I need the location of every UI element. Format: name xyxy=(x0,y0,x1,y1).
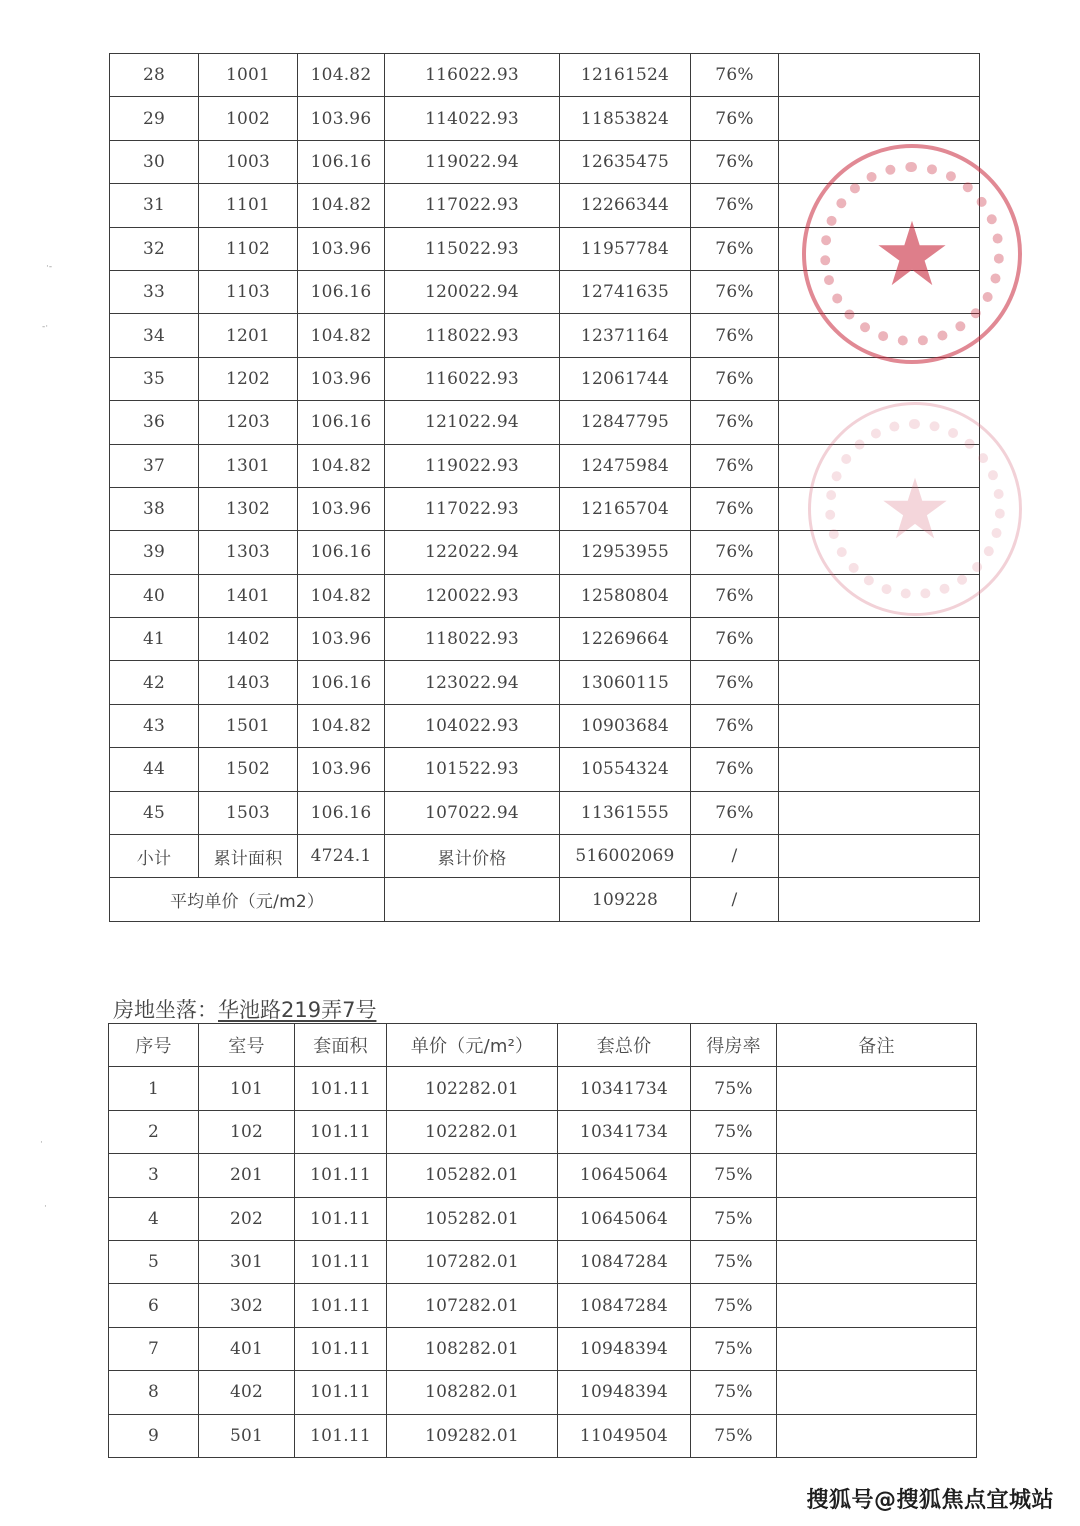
cell-total-price: 12475984 xyxy=(560,444,691,487)
cell-unit-price: 118022.93 xyxy=(385,314,560,357)
cell-remarks xyxy=(779,574,980,617)
table-row xyxy=(110,401,980,444)
cell-room: 1002 xyxy=(199,97,298,140)
subtotal-row xyxy=(110,835,980,878)
cell-total-price: 12371164 xyxy=(560,314,691,357)
cell-unit-price: 120022.94 xyxy=(385,270,560,313)
cell-serial: 5 xyxy=(109,1240,199,1283)
cell-area: 106.16 xyxy=(298,140,385,183)
cell-serial: 44 xyxy=(110,748,199,791)
cell-usable-ratio: 76% xyxy=(691,401,779,444)
cell-unit-price: 117022.93 xyxy=(385,487,560,530)
table-row xyxy=(109,1067,977,1110)
cell-total-price: 10645064 xyxy=(558,1154,691,1197)
location-address: 华池路219弄7号 xyxy=(218,998,377,1022)
cell-room: 1503 xyxy=(199,791,298,834)
property-location-title xyxy=(113,994,376,1024)
table-row xyxy=(110,314,980,357)
cell-remarks xyxy=(779,748,980,791)
cell-remarks xyxy=(779,618,980,661)
table-row xyxy=(110,357,980,400)
cell-total-price: 10847284 xyxy=(558,1284,691,1327)
cell-total-price: 10948394 xyxy=(558,1327,691,1370)
cell-unit-price: 115022.93 xyxy=(385,227,560,270)
cell-room: 501 xyxy=(199,1414,295,1457)
cell-total-price: 11853824 xyxy=(560,97,691,140)
cell-room: 1001 xyxy=(199,54,298,97)
cell-unit-price: 114022.93 xyxy=(385,97,560,140)
cell-unit-price: 116022.93 xyxy=(385,357,560,400)
cell-total-price: 13060115 xyxy=(560,661,691,704)
cell-room: 202 xyxy=(199,1197,295,1240)
cell-usable-ratio: 76% xyxy=(691,184,779,227)
table-row xyxy=(109,1154,977,1197)
cell-area: 103.96 xyxy=(298,97,385,140)
cell-total-price: 12161524 xyxy=(560,54,691,97)
scan-mark: · xyxy=(44,1202,47,1212)
table-row xyxy=(110,618,980,661)
header-unit-price: 单价（元/m²） xyxy=(387,1024,558,1067)
cell-room: 102 xyxy=(199,1110,295,1153)
table-row xyxy=(110,531,980,574)
cell-usable-ratio: 76% xyxy=(691,97,779,140)
cell-usable-ratio: 76% xyxy=(691,270,779,313)
cell-remarks xyxy=(777,1240,977,1283)
average-blank xyxy=(385,878,560,921)
cell-unit-price: 101522.93 xyxy=(385,748,560,791)
cell-usable-ratio: 76% xyxy=(691,140,779,183)
cell-area: 104.82 xyxy=(298,184,385,227)
subtotal-label: 小计 xyxy=(110,835,199,878)
cell-serial: 31 xyxy=(110,184,199,227)
cell-remarks xyxy=(779,791,980,834)
cell-area: 101.11 xyxy=(295,1154,387,1197)
cell-usable-ratio: 76% xyxy=(691,791,779,834)
cell-total-price: 10903684 xyxy=(560,704,691,747)
cell-unit-price: 122022.94 xyxy=(385,531,560,574)
cell-serial: 36 xyxy=(110,401,199,444)
table-row xyxy=(109,1197,977,1240)
table-row xyxy=(110,661,980,704)
table-row xyxy=(110,791,980,834)
cell-serial: 8 xyxy=(109,1371,199,1414)
cell-usable-ratio: 76% xyxy=(691,54,779,97)
cell-serial: 43 xyxy=(110,704,199,747)
cell-total-price: 10554324 xyxy=(560,748,691,791)
cell-room: 1302 xyxy=(199,487,298,530)
cell-unit-price: 109282.01 xyxy=(387,1414,558,1457)
cell-area: 103.96 xyxy=(298,227,385,270)
average-price-label: 平均单价（元/m2） xyxy=(110,878,385,921)
cell-usable-ratio: 76% xyxy=(691,748,779,791)
cell-room: 1403 xyxy=(199,661,298,704)
cell-serial: 2 xyxy=(109,1110,199,1153)
cell-total-price: 10341734 xyxy=(558,1067,691,1110)
table-row xyxy=(110,184,980,227)
cell-area: 103.96 xyxy=(298,748,385,791)
cell-serial: 4 xyxy=(109,1197,199,1240)
cell-area: 101.11 xyxy=(295,1110,387,1153)
cell-serial: 41 xyxy=(110,618,199,661)
cell-total-price: 10645064 xyxy=(558,1197,691,1240)
cell-unit-price: 107282.01 xyxy=(387,1240,558,1283)
table-row xyxy=(110,704,980,747)
cell-remarks xyxy=(777,1067,977,1110)
price-list-table-2 xyxy=(108,1023,977,1458)
cell-total-price: 11361555 xyxy=(560,791,691,834)
cell-area: 104.82 xyxy=(298,54,385,97)
table-row xyxy=(110,140,980,183)
cell-total-price: 12847795 xyxy=(560,401,691,444)
cell-remarks xyxy=(779,140,980,183)
cell-area: 103.96 xyxy=(298,487,385,530)
cell-usable-ratio: 76% xyxy=(691,357,779,400)
cell-room: 1103 xyxy=(199,270,298,313)
cell-unit-price: 108282.01 xyxy=(387,1327,558,1370)
table-row xyxy=(109,1110,977,1153)
cell-unit-price: 104022.93 xyxy=(385,704,560,747)
cell-usable-ratio: 75% xyxy=(691,1067,777,1110)
table-row xyxy=(110,97,980,140)
cell-room: 1003 xyxy=(199,140,298,183)
cell-area: 103.96 xyxy=(298,618,385,661)
cell-total-price: 12165704 xyxy=(560,487,691,530)
cell-remarks xyxy=(777,1327,977,1370)
table-row xyxy=(110,487,980,530)
cell-remarks xyxy=(777,1371,977,1414)
cell-room: 402 xyxy=(199,1371,295,1414)
average-price-row xyxy=(110,878,980,921)
cell-unit-price: 102282.01 xyxy=(387,1110,558,1153)
cell-unit-price: 108282.01 xyxy=(387,1371,558,1414)
cell-serial: 42 xyxy=(110,661,199,704)
cell-room: 1502 xyxy=(199,748,298,791)
cell-remarks xyxy=(777,1110,977,1153)
cell-serial: 9 xyxy=(109,1414,199,1457)
cumulative-area-value: 4724.1 xyxy=(298,835,385,878)
cell-remarks xyxy=(779,54,980,97)
cell-total-price: 10847284 xyxy=(558,1240,691,1283)
cell-total-price: 10948394 xyxy=(558,1371,691,1414)
cell-usable-ratio: 75% xyxy=(691,1371,777,1414)
cell-remarks xyxy=(779,704,980,747)
cell-area: 104.82 xyxy=(298,574,385,617)
cell-serial: 33 xyxy=(110,270,199,313)
header-area: 套面积 xyxy=(295,1024,387,1067)
cell-area: 106.16 xyxy=(298,401,385,444)
cell-total-price: 12741635 xyxy=(560,270,691,313)
cell-usable-ratio: 75% xyxy=(691,1240,777,1283)
cell-total-price: 10341734 xyxy=(558,1110,691,1153)
cell-remarks xyxy=(777,1197,977,1240)
cumulative-price-value: 516002069 xyxy=(560,835,691,878)
cell-unit-price: 105282.01 xyxy=(387,1197,558,1240)
cell-usable-ratio: 75% xyxy=(691,1154,777,1197)
price-list-table-1 xyxy=(109,53,980,922)
scan-mark: -· xyxy=(42,322,49,332)
cell-room: 1201 xyxy=(199,314,298,357)
location-label: 房地坐落： xyxy=(113,998,218,1022)
cell-serial: 28 xyxy=(110,54,199,97)
cell-remarks xyxy=(777,1284,977,1327)
cell-room: 1401 xyxy=(199,574,298,617)
header-serial: 序号 xyxy=(109,1024,199,1067)
cell-unit-price: 102282.01 xyxy=(387,1067,558,1110)
cell-serial: 37 xyxy=(110,444,199,487)
cell-area: 101.11 xyxy=(295,1414,387,1457)
cell-area: 104.82 xyxy=(298,704,385,747)
cell-room: 401 xyxy=(199,1327,295,1370)
average-rate: / xyxy=(691,878,779,921)
cell-serial: 29 xyxy=(110,97,199,140)
cell-area: 104.82 xyxy=(298,444,385,487)
cell-remarks xyxy=(779,314,980,357)
cell-unit-price: 119022.93 xyxy=(385,444,560,487)
cell-remarks xyxy=(779,97,980,140)
cell-serial: 35 xyxy=(110,357,199,400)
table-row xyxy=(109,1414,977,1457)
cell-serial: 34 xyxy=(110,314,199,357)
cell-serial: 7 xyxy=(109,1327,199,1370)
cell-total-price: 12061744 xyxy=(560,357,691,400)
cell-serial: 30 xyxy=(110,140,199,183)
cell-area: 106.16 xyxy=(298,531,385,574)
table-row xyxy=(110,748,980,791)
cell-usable-ratio: 76% xyxy=(691,574,779,617)
cell-total-price: 12266344 xyxy=(560,184,691,227)
cell-usable-ratio: 75% xyxy=(691,1284,777,1327)
cell-room: 1203 xyxy=(199,401,298,444)
cell-area: 106.16 xyxy=(298,791,385,834)
cell-usable-ratio: 76% xyxy=(691,227,779,270)
cell-usable-ratio: 75% xyxy=(691,1110,777,1153)
cumulative-area-label: 累计面积 xyxy=(199,835,298,878)
table-row xyxy=(109,1371,977,1414)
table-row xyxy=(110,270,980,313)
cell-unit-price: 118022.93 xyxy=(385,618,560,661)
cell-room: 1501 xyxy=(199,704,298,747)
source-watermark: 搜狐号@搜狐焦点宜城站 xyxy=(806,1488,1054,1513)
scan-mark: · xyxy=(40,1138,43,1148)
cell-serial: 45 xyxy=(110,791,199,834)
cell-room: 301 xyxy=(199,1240,295,1283)
cell-unit-price: 117022.93 xyxy=(385,184,560,227)
cell-area: 104.82 xyxy=(298,314,385,357)
header-room: 室号 xyxy=(199,1024,295,1067)
table-row xyxy=(109,1240,977,1283)
average-price-value: 109228 xyxy=(560,878,691,921)
table-row xyxy=(110,227,980,270)
cell-serial: 39 xyxy=(110,531,199,574)
cell-serial: 38 xyxy=(110,487,199,530)
cell-area: 101.11 xyxy=(295,1067,387,1110)
cell-room: 1301 xyxy=(199,444,298,487)
cell-unit-price: 107282.01 xyxy=(387,1284,558,1327)
cell-unit-price: 123022.94 xyxy=(385,661,560,704)
cell-unit-price: 120022.93 xyxy=(385,574,560,617)
cell-serial: 32 xyxy=(110,227,199,270)
cell-usable-ratio: 75% xyxy=(691,1327,777,1370)
cell-usable-ratio: 76% xyxy=(691,618,779,661)
cell-room: 1402 xyxy=(199,618,298,661)
cell-area: 101.11 xyxy=(295,1327,387,1370)
cell-unit-price: 116022.93 xyxy=(385,54,560,97)
cell-total-price: 11049504 xyxy=(558,1414,691,1457)
table-row xyxy=(109,1284,977,1327)
cell-room: 1202 xyxy=(199,357,298,400)
cell-area: 103.96 xyxy=(298,357,385,400)
cell-serial: 1 xyxy=(109,1067,199,1110)
cell-usable-ratio: 75% xyxy=(691,1197,777,1240)
cell-remarks xyxy=(777,1414,977,1457)
cell-serial: 3 xyxy=(109,1154,199,1197)
cell-usable-ratio: 76% xyxy=(691,704,779,747)
cell-remarks xyxy=(779,487,980,530)
cell-usable-ratio: 75% xyxy=(691,1414,777,1457)
cell-usable-ratio: 76% xyxy=(691,531,779,574)
cell-serial: 40 xyxy=(110,574,199,617)
cell-usable-ratio: 76% xyxy=(691,487,779,530)
cell-area: 101.11 xyxy=(295,1197,387,1240)
table-row xyxy=(109,1327,977,1370)
subtotal-note xyxy=(779,835,980,878)
cell-remarks xyxy=(779,227,980,270)
cell-remarks xyxy=(779,531,980,574)
header-remarks: 备注 xyxy=(777,1024,977,1067)
cell-room: 1303 xyxy=(199,531,298,574)
cell-serial: 6 xyxy=(109,1284,199,1327)
cell-remarks xyxy=(779,184,980,227)
cell-remarks xyxy=(779,661,980,704)
cell-room: 1101 xyxy=(199,184,298,227)
cell-total-price: 12635475 xyxy=(560,140,691,183)
average-note xyxy=(779,878,980,921)
cell-remarks xyxy=(777,1154,977,1197)
cell-remarks xyxy=(779,444,980,487)
cell-remarks xyxy=(779,401,980,444)
cell-remarks xyxy=(779,270,980,313)
cell-total-price: 12580804 xyxy=(560,574,691,617)
table-row xyxy=(110,574,980,617)
cell-total-price: 11957784 xyxy=(560,227,691,270)
header-total-price: 套总价 xyxy=(558,1024,691,1067)
cell-usable-ratio: 76% xyxy=(691,314,779,357)
scan-mark: ·- xyxy=(46,262,53,272)
cell-remarks xyxy=(779,357,980,400)
header-usable-ratio: 得房率 xyxy=(691,1024,777,1067)
table-header-row xyxy=(109,1024,977,1067)
cell-area: 106.16 xyxy=(298,270,385,313)
cell-total-price: 12953955 xyxy=(560,531,691,574)
cell-usable-ratio: 76% xyxy=(691,661,779,704)
cell-area: 101.11 xyxy=(295,1284,387,1327)
cell-room: 201 xyxy=(199,1154,295,1197)
cell-room: 101 xyxy=(199,1067,295,1110)
subtotal-rate: / xyxy=(691,835,779,878)
table-row xyxy=(110,54,980,97)
cell-unit-price: 107022.94 xyxy=(385,791,560,834)
cell-room: 1102 xyxy=(199,227,298,270)
cell-area: 106.16 xyxy=(298,661,385,704)
table-row xyxy=(110,444,980,487)
cell-usable-ratio: 76% xyxy=(691,444,779,487)
cell-area: 101.11 xyxy=(295,1240,387,1283)
cell-area: 101.11 xyxy=(295,1371,387,1414)
cell-unit-price: 119022.94 xyxy=(385,140,560,183)
cell-total-price: 12269664 xyxy=(560,618,691,661)
cell-unit-price: 121022.94 xyxy=(385,401,560,444)
cell-unit-price: 105282.01 xyxy=(387,1154,558,1197)
cell-room: 302 xyxy=(199,1284,295,1327)
cumulative-price-label: 累计价格 xyxy=(385,835,560,878)
